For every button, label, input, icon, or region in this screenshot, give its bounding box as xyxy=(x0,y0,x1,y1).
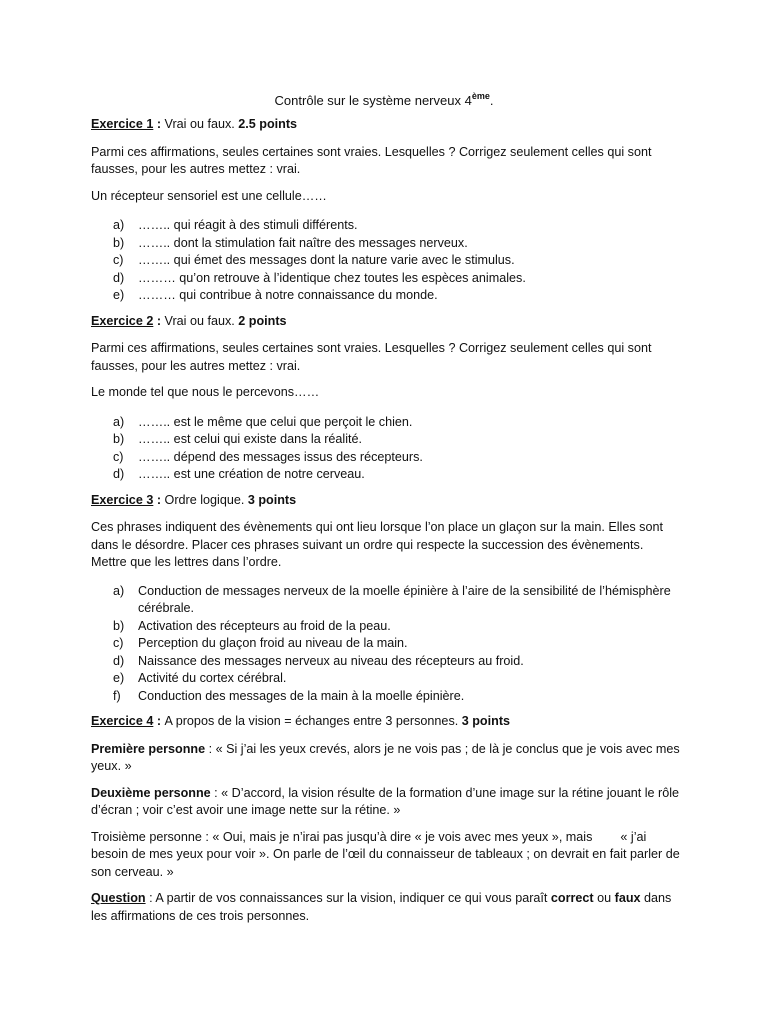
exercise-3-name: Exercice 3 xyxy=(91,492,154,507)
list-item: c) Perception du glaçon froid au niveau de la main. xyxy=(113,636,408,650)
list-item: e) Activité du cortex cérébral. xyxy=(113,671,287,685)
exercise-2-heading: Exercice 2 : Vrai ou faux. 2 points xyxy=(91,313,287,328)
exercise-1-stem: Un récepteur sensoriel est une cellule…… xyxy=(91,188,327,203)
exercise-3-heading: Exercice 3 : Ordre logique. 3 points xyxy=(91,492,297,507)
list-item: f) Conduction des messages de la main à la moelle épinière. xyxy=(113,688,465,703)
exercise-4-name: Exercice 4 xyxy=(91,714,154,728)
exercise-3-instruction: Ces phrases indiquent des évènements qui ont lieu lorsque l’on place un glaçon sur la main. Elles sont dans le désordre. Placer ces phrases suivant un ordre qui respecte la succession des évènements. Mettre que les lettres dans l’ordre. xyxy=(91,520,663,569)
third-person-statement: Troisième personne : « Oui, mais je n’irai pas jusqu’à dire « je vois avec mes yeux », mais « j’ai besoin de mes yeux pour voir ». On parle de l’œil du connaisseur de tableaux ; on devrait en fait parler de son cerveau. » xyxy=(91,829,684,879)
list-item: d) …….. est une création de notre cerveau. xyxy=(113,467,365,481)
exercise-2-points: 2 points xyxy=(238,313,287,328)
exercise-4-points: 3 points xyxy=(461,714,511,728)
title-text: Contrôle sur le système nerveux 4 xyxy=(274,93,472,108)
document-title xyxy=(0,88,768,110)
exercise-3-list xyxy=(91,583,681,706)
exercise-1-heading: Exercice 1 : Vrai ou faux. 2.5 points xyxy=(91,117,298,131)
exercise-1-points: 2.5 points xyxy=(238,117,298,131)
list-item: b) Activation des récepteurs au froid de la peau. xyxy=(113,618,391,633)
list-item: c) …….. qui émet des messages dont la nature varie avec le stimulus. xyxy=(113,253,515,267)
list-item: d) ……… qu’on retrouve à l’identique chez toutes les espèces animales. xyxy=(113,270,526,285)
exercise-4-heading: Exercice 4 : A propos de la vision = échanges entre 3 personnes. 3 points xyxy=(91,714,511,728)
list-item: c) …….. dépend des messages issus des récepteurs. xyxy=(113,449,423,464)
title-end: . xyxy=(489,93,494,108)
document-body xyxy=(91,116,684,934)
exercise-2-list xyxy=(91,414,681,484)
exercise-1-name: Exercice 1 xyxy=(91,117,154,131)
exercise-3-points: 3 points xyxy=(247,492,297,507)
exercise-2-stem: Le monde tel que nous le percevons…… xyxy=(91,385,320,399)
question-label: Question xyxy=(91,891,146,905)
question: Question : A partir de vos connaissances sur la vision, indiquer ce qui vous paraît correct ou faux dans les affirmations de ces trois personnes. xyxy=(91,891,672,923)
list-item: a) Conduction de messages nerveux de la moelle épinière à l’aire de la sensibilité de l’hémisphère cérébrale. xyxy=(113,583,671,615)
list-item: d) Naissance des messages nerveux au niveau des récepteurs au froid. xyxy=(113,653,524,668)
exercise-2-name: Exercice 2 xyxy=(91,313,154,328)
list-item: e) ……… qui contribue à notre connaissance du monde. xyxy=(113,288,438,302)
first-person-statement: Première personne : « Si j’ai les yeux crevés, alors je ne vois pas ; de là je conclus que je vois avec mes yeux. » xyxy=(91,741,680,773)
list-item: a) …….. qui réagit à des stimuli différents. xyxy=(113,218,358,232)
exercise-1-instruction: Parmi ces affirmations, seules certaines sont vraies. Lesquelles ? Corrigez seulement celles qui sont fausses, pour les autres mettez : vrai. xyxy=(91,144,652,176)
list-item: a) …….. est le même que celui que perçoit le chien. xyxy=(113,414,413,429)
exercise-1-list xyxy=(91,217,681,305)
title-superscript: ème xyxy=(471,91,490,101)
second-person-statement: Deuxième personne : « D’accord, la vision résulte de la formation d’une image sur la rétine jouant le rôle d’écran ; voir c’est avoir une image nette sur la rétine. » xyxy=(91,785,679,817)
list-item: b) …….. est celui qui existe dans la réalité. xyxy=(113,432,362,446)
exercise-2-instruction: Parmi ces affirmations, seules certaines sont vraies. Lesquelles ? Corrigez seulement celles qui sont fausses, pour les autres mettez : vrai. xyxy=(91,341,652,373)
list-item: b) …….. dont la stimulation fait naître des messages nerveux. xyxy=(113,235,468,250)
